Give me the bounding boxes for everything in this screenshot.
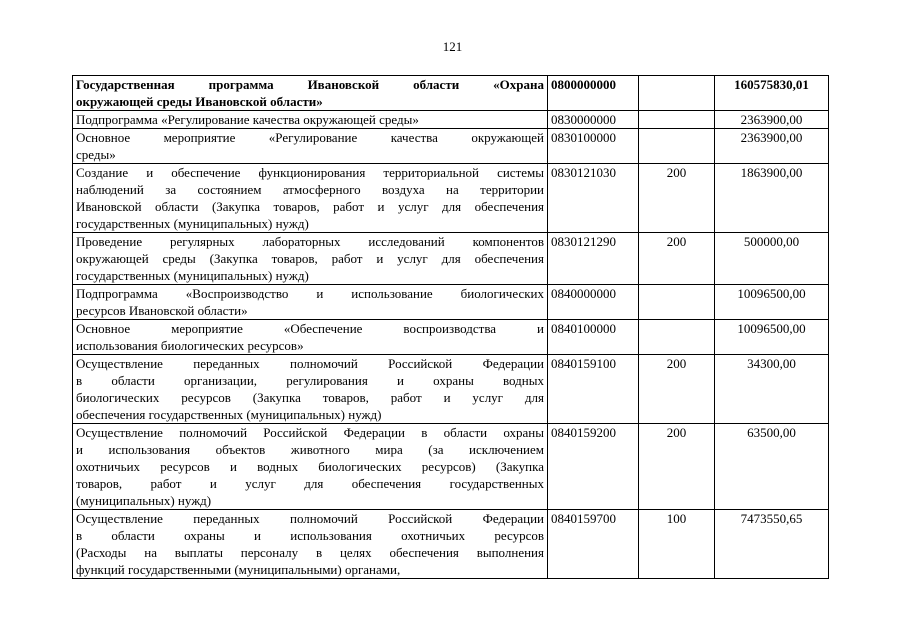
row-name-cell [73, 233, 548, 285]
row-name-cell [73, 76, 548, 111]
row-name-line: (муниципальных) нужд) [76, 493, 212, 508]
row-kind-cell: 200 [639, 424, 715, 510]
budget-table [72, 75, 829, 579]
row-kind-cell [639, 285, 715, 320]
row-code-cell: 0830100000 [548, 129, 639, 164]
table-row [73, 355, 829, 424]
row-sum-cell: 2363900,00 [715, 129, 829, 164]
row-name-line: (Расходы на выплаты персоналу в целях обеспечения выполнения [76, 545, 544, 560]
row-name-line: Проведение регулярных лабораторных исследований компонентов [76, 234, 544, 249]
row-name-cell [73, 355, 548, 424]
row-name-cell [73, 424, 548, 510]
row-name-line: Основное мероприятие «Обеспечение воспроизводства и [76, 321, 544, 336]
table-row [73, 164, 829, 233]
row-kind-cell: 200 [639, 164, 715, 233]
row-name-line: окружающей среды Ивановской области» [76, 94, 323, 109]
row-sum-cell: 1863900,00 [715, 164, 829, 233]
row-name-line: и использования объектов животного мира (за исключением [76, 442, 544, 457]
row-name-line: охотничьих ресурсов и водных биологических ресурсов) (Закупка [76, 459, 544, 474]
row-name-line: товаров, работ и услуг для обеспечения государственных [76, 476, 544, 491]
page-number: 121 [442, 39, 463, 54]
row-code-cell: 0840100000 [548, 320, 639, 355]
row-sum-cell: 7473550,65 [715, 510, 829, 579]
row-name-cell [73, 320, 548, 355]
row-name-line: Осуществление переданных полномочий Российской Федерации [76, 511, 544, 526]
row-code-cell: 0840159100 [548, 355, 639, 424]
row-name-line: Создание и обеспечение функционирования территориальной системы [76, 165, 544, 180]
table-row [73, 111, 829, 129]
table-row [73, 424, 829, 510]
row-sum-cell: 10096500,00 [715, 320, 829, 355]
row-name-cell [73, 129, 548, 164]
row-name-line: в области охраны и использования охотничьих ресурсов [76, 528, 544, 543]
row-code-cell: 0840159700 [548, 510, 639, 579]
row-name-line: государственных (муниципальных) нужд) [76, 268, 309, 283]
row-code-cell: 0830121290 [548, 233, 639, 285]
row-code-cell: 0840159200 [548, 424, 639, 510]
row-sum-cell: 160575830,01 [715, 76, 829, 111]
row-sum-cell: 500000,00 [715, 233, 829, 285]
row-name-line: государственных (муниципальных) нужд) [76, 216, 309, 231]
table-row [73, 233, 829, 285]
row-kind-cell [639, 111, 715, 129]
row-name-line: Государственная программа Ивановской области «Охрана [76, 77, 544, 92]
row-name-line: наблюдений за состоянием атмосферного воздуха на территории [76, 182, 544, 197]
row-name-line: Основное мероприятие «Регулирование качества окружающей [76, 130, 544, 145]
table-row [73, 320, 829, 355]
row-kind-cell: 100 [639, 510, 715, 579]
row-name-line: в области организации, регулирования и охраны водных [76, 373, 544, 388]
row-name-line: использования биологических ресурсов» [76, 338, 304, 353]
row-name-cell [73, 164, 548, 233]
row-name-cell [73, 111, 548, 129]
row-name-line: функций государственными (муниципальными) органами, [76, 562, 401, 577]
row-kind-cell [639, 76, 715, 111]
row-kind-cell [639, 320, 715, 355]
row-name-line: среды» [76, 147, 116, 162]
row-code-cell: 0830121030 [548, 164, 639, 233]
row-kind-cell: 200 [639, 355, 715, 424]
table-row [73, 129, 829, 164]
row-code-cell: 0830000000 [548, 111, 639, 129]
row-sum-cell: 2363900,00 [715, 111, 829, 129]
row-sum-cell: 34300,00 [715, 355, 829, 424]
row-sum-cell: 63500,00 [715, 424, 829, 510]
row-name-line: Осуществление переданных полномочий Российской Федерации [76, 356, 544, 371]
table-row [73, 510, 829, 579]
table-row [73, 285, 829, 320]
row-code-cell: 0840000000 [548, 285, 639, 320]
budget-table-body [73, 76, 829, 579]
row-name-line: Подпрограмма «Регулирование качества окружающей среды» [76, 112, 419, 127]
table-row [73, 76, 829, 111]
row-name-line: биологических ресурсов (Закупка товаров, работ и услуг для [76, 390, 544, 405]
row-name-line: Ивановской области (Закупка товаров, работ и услуг для обеспечения [76, 199, 544, 214]
row-code-cell: 0800000000 [548, 76, 639, 111]
row-name-line: ресурсов Ивановской области» [76, 303, 248, 318]
row-kind-cell: 200 [639, 233, 715, 285]
row-name-line: окружающей среды (Закупка товаров, работ и услуг для обеспечения [76, 251, 544, 266]
row-name-cell [73, 285, 548, 320]
row-sum-cell: 10096500,00 [715, 285, 829, 320]
row-name-line: Осуществление полномочий Российской Федерации в области охраны [76, 425, 544, 440]
row-kind-cell [639, 129, 715, 164]
row-name-line: обеспечения государственных (муниципальных) нужд) [76, 407, 382, 422]
row-name-line: Подпрограмма «Воспроизводство и использование биологических [76, 286, 544, 301]
row-name-cell [73, 510, 548, 579]
